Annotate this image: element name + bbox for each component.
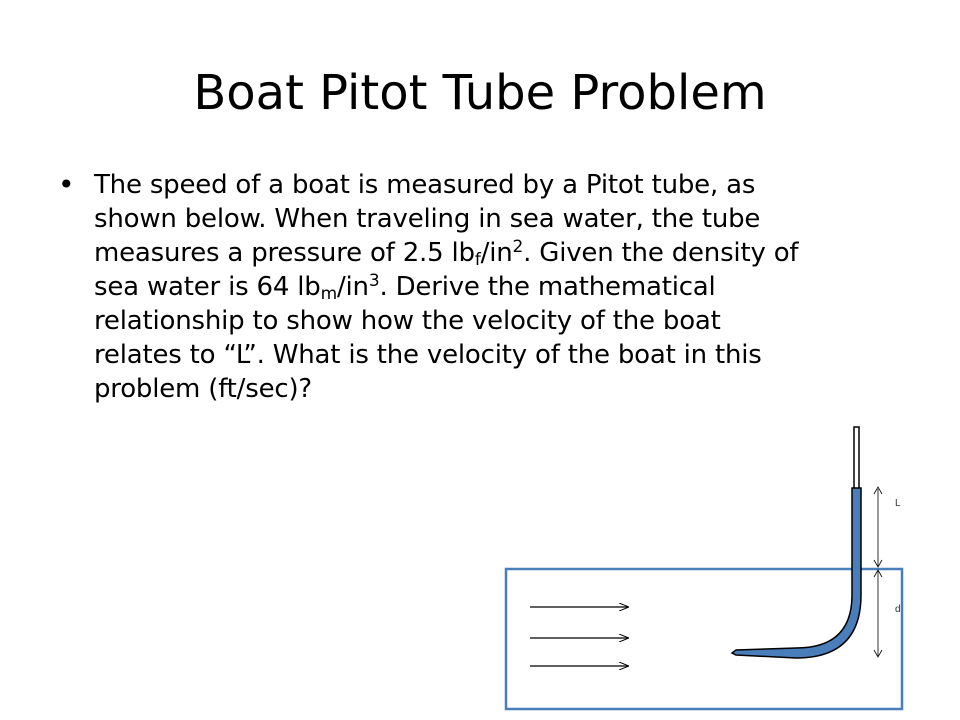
problem-text-part-1: The speed of a boat is measured by a Pitot tube, as shown below. When traveling in sea water, the tube measures a pressure of 2.5 lb bbox=[94, 170, 761, 268]
problem-text-part-4: /in bbox=[336, 272, 369, 302]
pitot-tube-lower bbox=[732, 488, 861, 658]
bullet-dot: • bbox=[58, 168, 75, 201]
subscript-f: f bbox=[474, 250, 481, 270]
problem-text-part-2: /in bbox=[480, 238, 513, 268]
slide-title: Boat Pitot Tube Problem bbox=[193, 65, 767, 121]
superscript-2: 2 bbox=[512, 237, 524, 257]
label-d: d bbox=[895, 604, 901, 615]
subscript-m: m bbox=[320, 284, 337, 304]
superscript-3: 3 bbox=[368, 271, 380, 291]
problem-text-part-3: . Given the density of sea water is 64 lb bbox=[94, 238, 799, 302]
label-L: L bbox=[895, 498, 901, 509]
problem-text-part-5: . Derive the mathematical relationship to show how the velocity of the boat relates to “L”. What is the velocity of the boat in this problem (ft/sec)? bbox=[94, 272, 762, 404]
pitot-tube-upper bbox=[854, 427, 859, 489]
